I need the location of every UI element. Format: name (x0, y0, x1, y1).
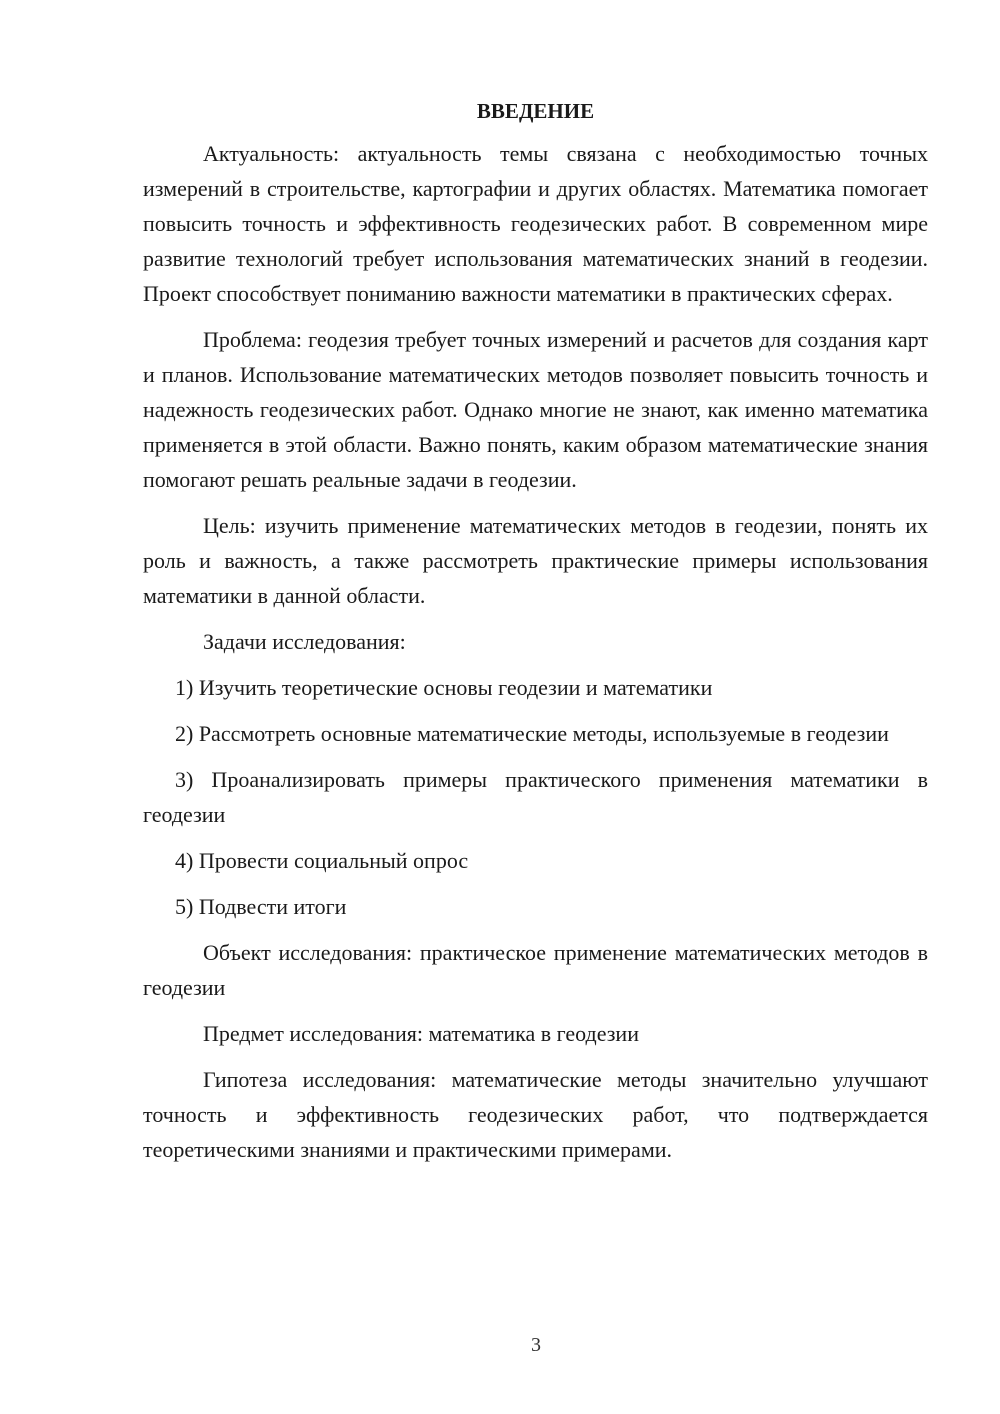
task-item-5: 5) Подвести итоги (175, 894, 347, 919)
research-subject-paragraph: Предмет исследования: математика в геодезии (203, 1021, 639, 1046)
document-page (143, 96, 928, 1178)
problem-paragraph: Проблема: геодезия требует точных измерений и расчетов для создания карт и планов. Использование математических методов позволяет повысить точность и надежность геодезических работ. Однако многие не знают, как именно математика применяется в этой области. Важно понять, каким образом математические знания помогают решать реальные задачи в геодезии. (143, 327, 928, 492)
hypothesis-paragraph: Гипотеза исследования: математические методы значительно улучшают точность и эффективность геодезических работ, что подтверждается теоретическими знаниями и практическими примерами. (143, 1067, 928, 1162)
goal-paragraph: Цель: изучить применение математических методов в геодезии, понять их роль и важность, а также рассмотреть практические примеры использования математики в данной области. (143, 513, 928, 608)
research-object-paragraph: Объект исследования: практическое применение математических методов в геодезии (143, 940, 928, 1000)
task-item-3: 3) Проанализировать примеры практического применения математики в геодезии (143, 767, 928, 827)
task-item-2: 2) Рассмотреть основные математические методы, используемые в геодезии (175, 721, 889, 746)
tasks-heading: Задачи исследования: (203, 629, 406, 654)
relevance-paragraph: Актуальность: актуальность темы связана с необходимостью точных измерений в строительстве, картографии и других областях. Математика помогает повысить точность и эффективность геодезических работ. В современном мире развитие технологий требует использования математических знаний в геодезии. Проект способствует пониманию важности математики в практических сферах. (143, 141, 928, 306)
task-item-4: 4) Провести социальный опрос (175, 848, 469, 873)
page-number: 3 (531, 1334, 541, 1356)
task-item-1: 1) Изучить теоретические основы геодезии и математики (175, 675, 713, 700)
section-title: ВВЕДЕНИЕ (476, 99, 595, 123)
